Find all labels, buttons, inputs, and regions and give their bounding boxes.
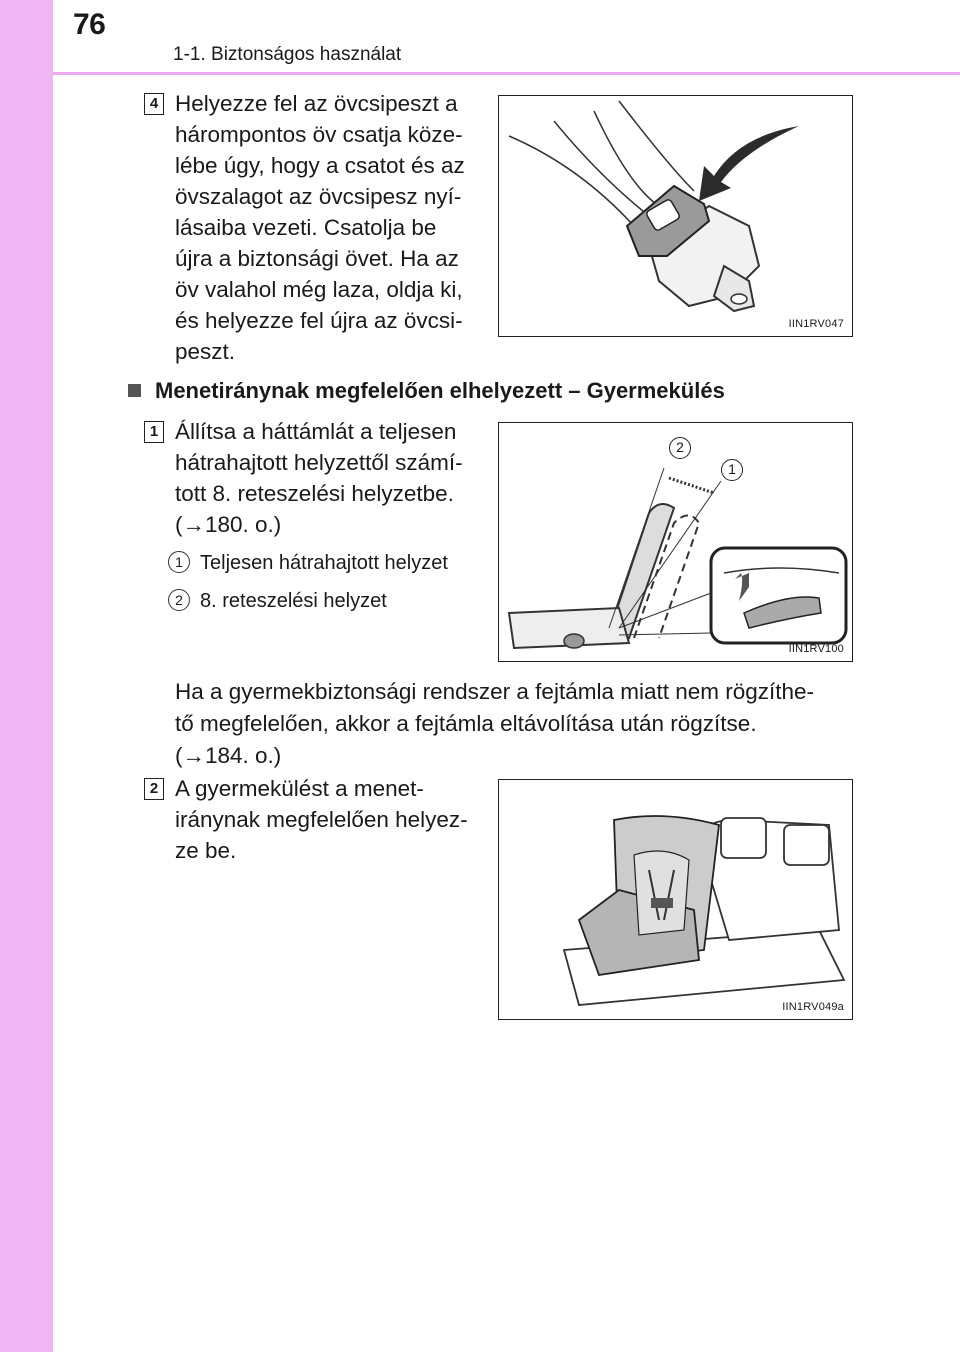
- text-line: peszt.: [175, 339, 236, 364]
- text-line: és helyezze fel újra az övcsi-: [175, 308, 463, 333]
- section-heading-text: Menetiránynak megfelelően elhelyezett – Gyermekülés: [155, 378, 725, 403]
- text-line: újra a biztonsági övet. Ha az: [175, 246, 459, 271]
- step2-instructions: [175, 773, 477, 866]
- step-number-badge: 4: [144, 93, 164, 115]
- text-line: Helyezze fel az övcsipeszt a: [175, 91, 458, 116]
- legend-item: [168, 551, 448, 575]
- callout-number: 1: [721, 459, 743, 481]
- step1-note: [175, 676, 855, 772]
- step-number-badge: 2: [144, 778, 164, 800]
- text-line: Állítsa a háttámlát a teljesen: [175, 419, 457, 444]
- callout-number: 2: [669, 437, 691, 459]
- step4-instructions: [175, 88, 477, 367]
- figure-code: IIN1RV100: [788, 643, 844, 655]
- section-title: 1-1. Biztonságos használat: [173, 44, 402, 65]
- legend-label: 8. reteszelési helyzet: [200, 590, 387, 612]
- belt-clip-illustration: [498, 95, 853, 337]
- step-number-badge: 1: [144, 421, 164, 443]
- legend-number: 2: [168, 589, 190, 611]
- text-line: tő megfelelően, akkor a fejtámla eltávolítása után rögzítse.: [175, 711, 757, 736]
- child-seat-installed-illustration: [498, 779, 853, 1020]
- text-line: öv valahol még laza, oldja ki,: [175, 277, 463, 302]
- legend-item: [168, 589, 387, 613]
- section-heading: [128, 378, 725, 404]
- chapter-sidebar-tab: [0, 0, 53, 1352]
- legend-label: Teljesen hátrahajtott helyzet: [200, 552, 448, 574]
- belt-clip-drawing: [499, 96, 854, 338]
- text-line: (→184. o.): [175, 743, 282, 768]
- text-line: övszalagot az övcsipesz nyí-: [175, 184, 462, 209]
- square-bullet-icon: [128, 384, 141, 397]
- page-number: 76: [73, 8, 106, 41]
- text-line: hátrahajtott helyzettől számí-: [175, 450, 463, 475]
- text-line: lébe úgy, hogy a csatot és az: [175, 153, 465, 178]
- text-line: tott 8. reteszelési helyzetbe.: [175, 481, 454, 506]
- figure-code: IIN1RV049a: [782, 1001, 844, 1013]
- text-line: A gyermekülést a menet-: [175, 776, 424, 801]
- text-line: iránynak megfelelően helyez-: [175, 807, 468, 832]
- text-line: Ha a gyermekbiztonsági rendszer a fejtámla miatt nem rögzíthe-: [175, 679, 815, 704]
- text-line: hárompontos öv csatja köze-: [175, 122, 463, 147]
- figure-code: IIN1RV047: [788, 318, 844, 330]
- text-line: lásaiba vezeti. Csatolja be: [175, 215, 437, 240]
- rear-seat-drawing: [499, 780, 854, 1021]
- header-divider: [53, 72, 960, 75]
- legend-number: 1: [168, 551, 190, 573]
- text-line: ze be.: [175, 838, 237, 863]
- text-line: (→180. o.): [175, 512, 282, 537]
- seatback-recline-illustration: [498, 422, 853, 662]
- step1-instructions: [175, 416, 477, 540]
- seatback-drawing: [499, 423, 854, 663]
